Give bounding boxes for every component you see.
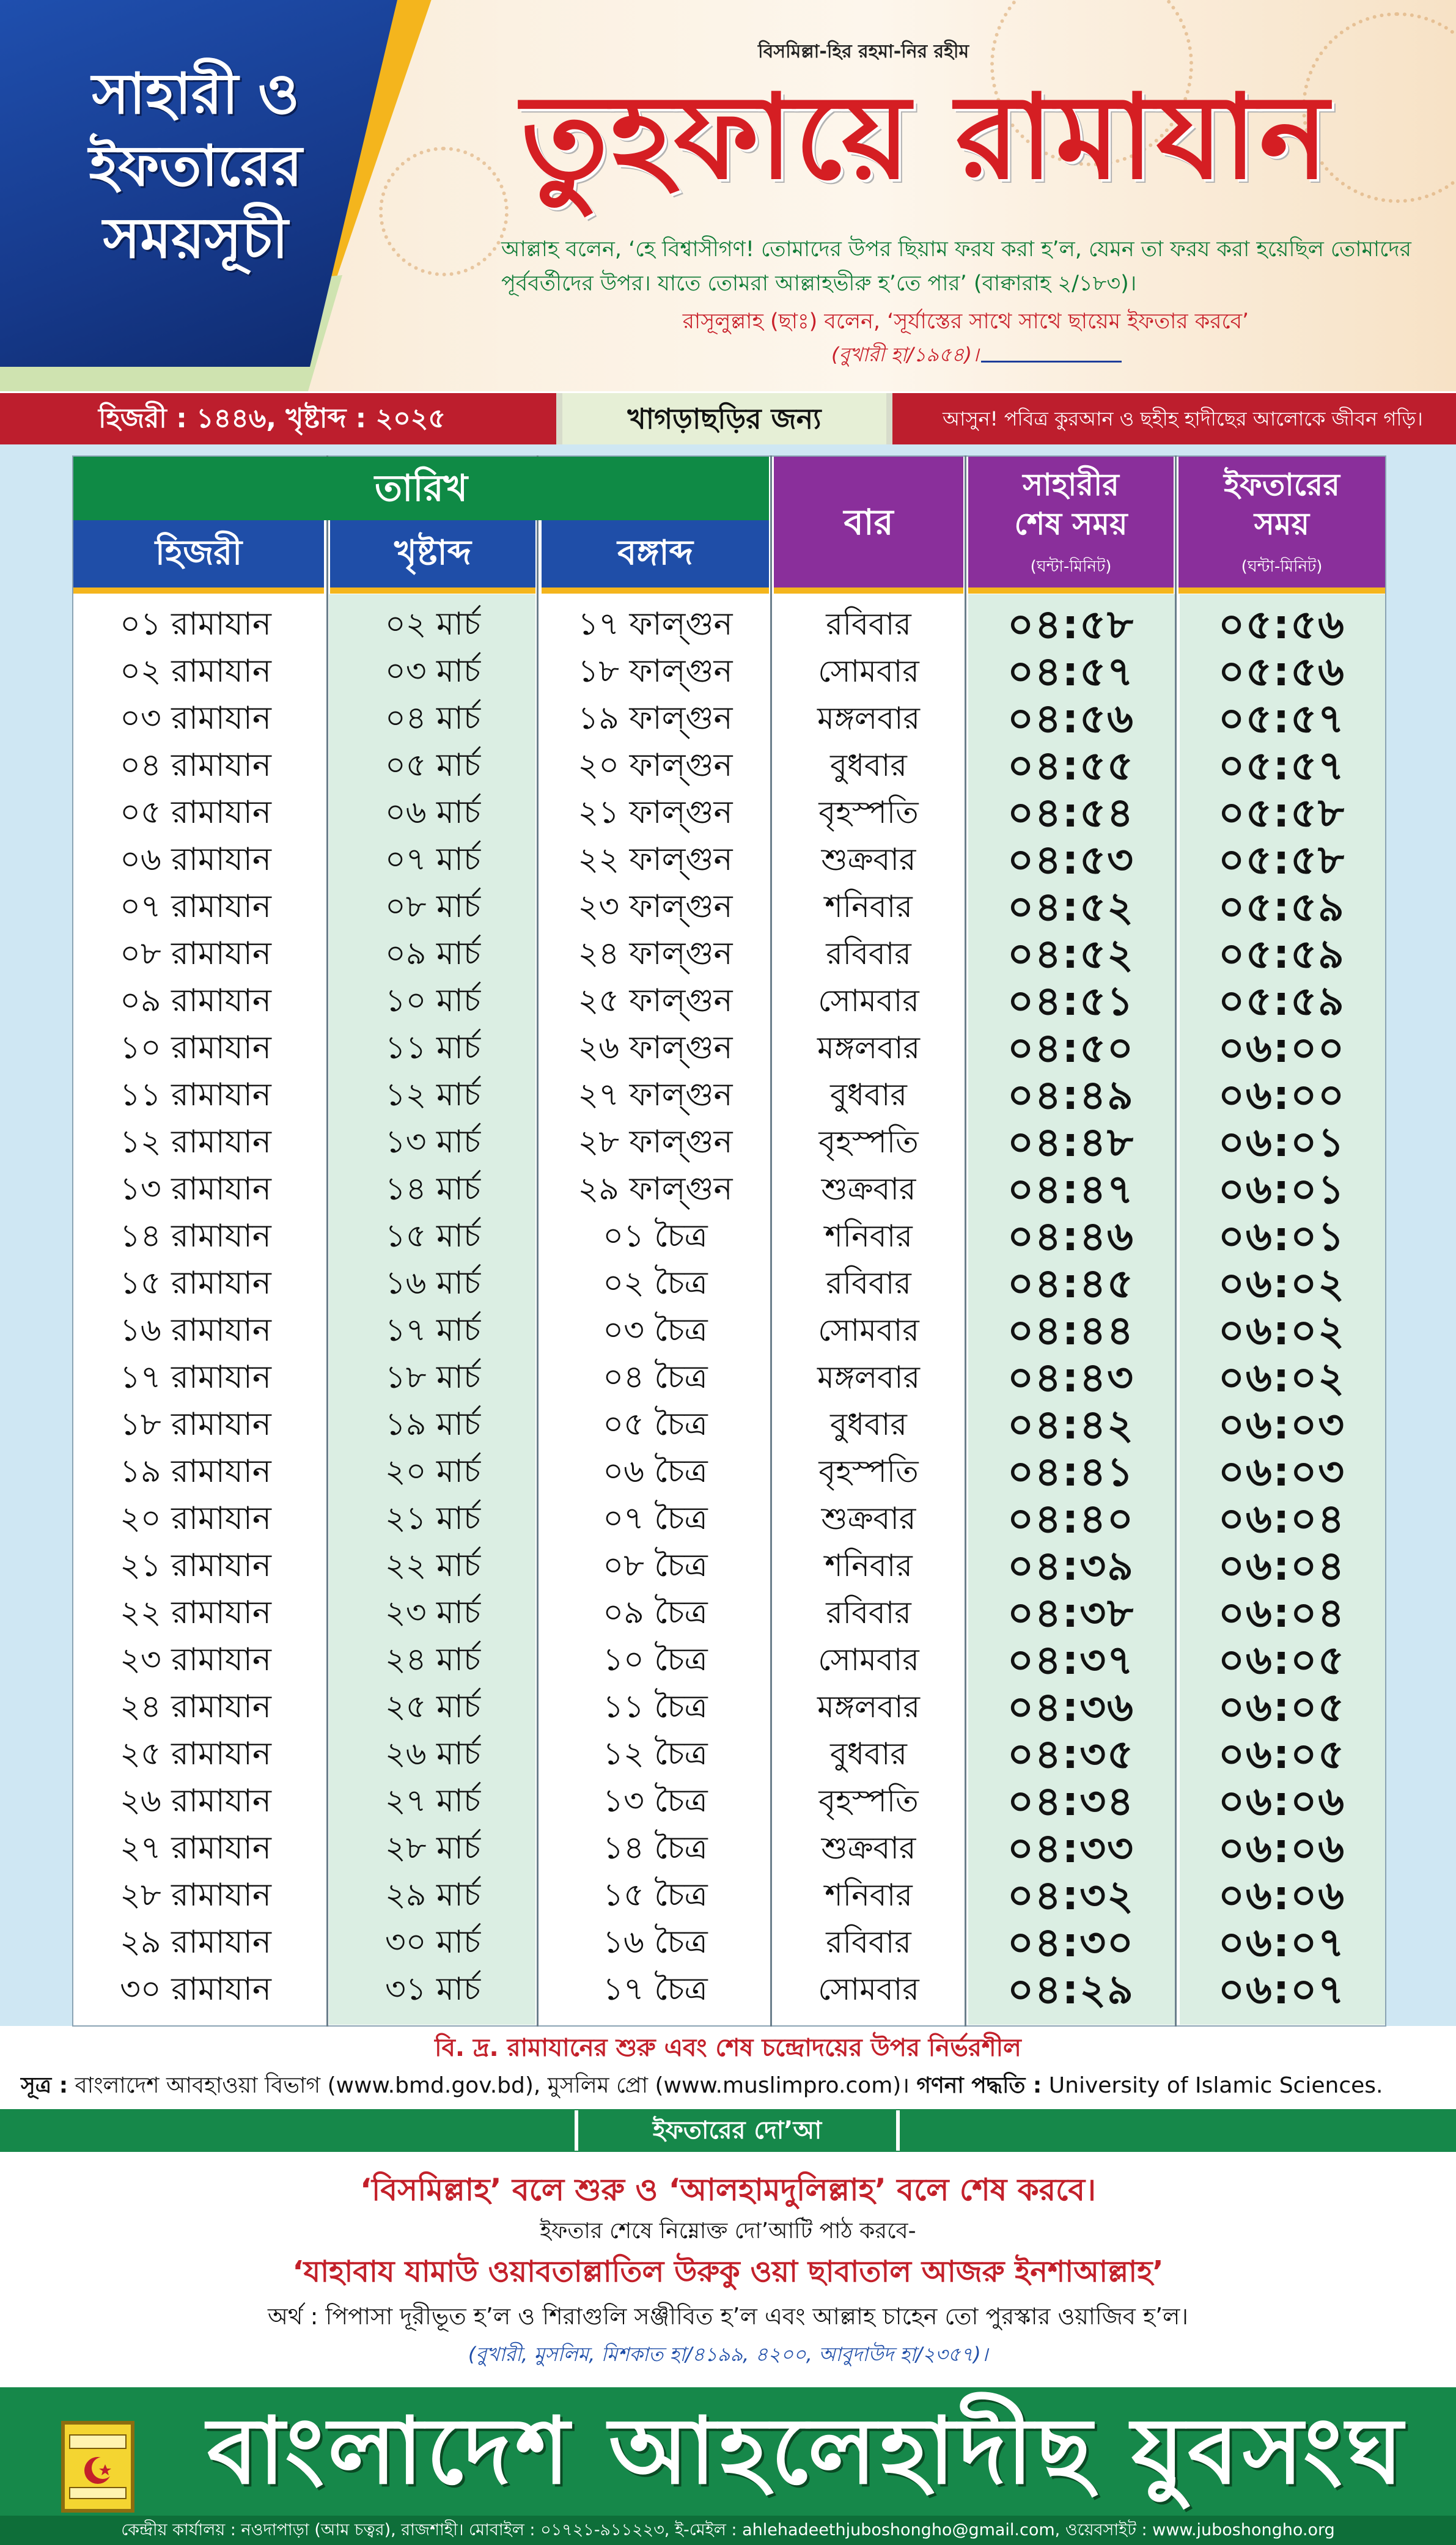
cell-day: সোমবার	[818, 1972, 919, 2007]
table-row	[73, 1495, 1385, 1542]
cell-iftar-time: ০৬:০৩	[1218, 1401, 1346, 1448]
schedule-title-line: সাহারী ও	[92, 61, 300, 127]
hadith-quote: রাসূলুল্লাহ (ছাঃ) বলেন, ‘সূর্যাস্তের সাথে সাথে ছায়েম ইফতার করবে’	[682, 309, 1249, 334]
cell-sahri-time: ০৪:৪৯	[1007, 1072, 1134, 1119]
cell-iftar-time: ০৫:৫৭	[1218, 695, 1345, 742]
cell-gregorian: ২২ মার্চ	[384, 1547, 481, 1584]
table-row	[73, 978, 1385, 1025]
moon-note: বি. দ্র. রামাযানের শুরু এবং শেষ চন্দ্রোদয়ের উপর নির্ভরশীল	[435, 2034, 1021, 2062]
table-row	[73, 1919, 1385, 1966]
cell-hijri: ০২ রামাযান	[120, 653, 271, 690]
cell-sahri-time: ০৪:৫৬	[1007, 695, 1134, 742]
cell-bangla: ০৯ চৈত্র	[603, 1594, 708, 1631]
cell-gregorian: ০৪ মার্চ	[384, 700, 481, 737]
cell-gregorian: ০৮ মার্চ	[384, 888, 481, 925]
cell-iftar-time: ০৬:০১	[1218, 1166, 1345, 1213]
cell-day: বুধবার	[830, 1736, 907, 1772]
table-row	[73, 1448, 1385, 1495]
cell-sahri-time: ০৪:২৯	[1007, 1966, 1134, 2013]
slogan: আসুন! পবিত্র কুরআন ও ছহীহ হাদীছের আলোকে জীবন গড়ি।	[943, 407, 1423, 430]
cell-bangla: ২৮ ফাল্গুন	[578, 1124, 733, 1160]
cell-bangla: ০৫ চৈত্র	[603, 1406, 708, 1443]
header-iftar	[1178, 457, 1385, 594]
cell-hijri: ০৪ রামাযান	[120, 747, 271, 784]
cell-sahri-time: ০৪:৪০	[1007, 1495, 1134, 1542]
cell-day: বুধবার	[830, 1077, 907, 1113]
cell-day: শুক্রবার	[821, 1830, 916, 1866]
cell-day: বুধবার	[830, 748, 907, 783]
cell-iftar-time: ০৫:৫৮	[1218, 836, 1345, 883]
header-banner	[0, 0, 1456, 391]
table-row	[73, 1825, 1385, 1872]
crescent-icon	[65, 2430, 131, 2503]
cell-sahri-time: ০৪:৪৭	[1007, 1166, 1134, 1213]
cell-gregorian: ০৬ মার্চ	[384, 794, 481, 831]
cell-gregorian: ২৩ মার্চ	[384, 1594, 481, 1631]
cell-bangla: ০১ চৈত্র	[603, 1218, 708, 1254]
cell-gregorian: ৩০ মার্চ	[384, 1924, 481, 1961]
cell-day: সোমবার	[818, 1642, 919, 1678]
cell-iftar-time: ০৬:০৬	[1218, 1872, 1346, 1919]
cell-iftar-time: ০৬:০৩	[1218, 1448, 1346, 1495]
cell-sahri-time: ০৪:৫৩	[1007, 836, 1134, 883]
table-row	[73, 601, 1385, 648]
cell-sahri-time: ০৪:৩৪	[1007, 1778, 1134, 1825]
cell-bangla: ১০ চৈত্র	[603, 1641, 708, 1678]
cell-day: সোমবার	[818, 1313, 919, 1348]
cell-hijri: ০৫ রামাযান	[120, 794, 271, 831]
cell-iftar-time: ০৬:০৭	[1218, 1919, 1346, 1966]
table-row	[73, 1354, 1385, 1401]
cell-day: বৃহস্পতি	[818, 1124, 919, 1160]
cell-hijri: ০৮ রামাযান	[120, 935, 271, 972]
header-hijri: হিজরী	[73, 520, 324, 594]
cell-sahri-time: ০৪:৫২	[1007, 883, 1134, 930]
cell-gregorian: ১১ মার্চ	[384, 1029, 481, 1066]
cell-day: শনিবার	[825, 1877, 913, 1913]
cell-iftar-time: ০৬:০৬	[1218, 1778, 1346, 1825]
cell-gregorian: ২৪ মার্চ	[384, 1641, 481, 1678]
bismillah-text: বিসমিল্লা-হির রহমা-নির রহীম	[758, 41, 969, 62]
cell-bangla: ০৩ চৈত্র	[603, 1312, 708, 1349]
cell-iftar-time: ০৬:০৭	[1218, 1966, 1346, 2013]
cell-iftar-time: ০৫:৫৯	[1218, 978, 1345, 1025]
cell-gregorian: ১৬ মার্চ	[384, 1265, 481, 1302]
cell-sahri-time: ০৪:৫৪	[1007, 789, 1134, 836]
header-bangla: বঙ্গাব্দ	[542, 520, 769, 594]
source-line	[21, 2069, 1451, 2105]
method-label: গণনা পদ্ধতি :	[916, 2073, 1042, 2098]
cell-day: রবিবার	[826, 606, 911, 642]
cell-sahri-time: ০৪:৪২	[1007, 1401, 1134, 1448]
cell-gregorian: ১৫ মার্চ	[384, 1218, 481, 1254]
cell-hijri: ০৩ রামাযান	[120, 700, 271, 737]
cell-sahri-time: ০৪:৩৯	[1007, 1542, 1134, 1589]
cell-gregorian: ০৫ মার্চ	[384, 747, 481, 784]
cell-day: শুক্রবার	[821, 842, 916, 877]
cell-bangla: ০৬ চৈত্র	[603, 1453, 708, 1490]
table-row	[73, 1872, 1385, 1919]
cell-hijri: ১১ রামাযান	[120, 1077, 271, 1113]
cell-day: সোমবার	[818, 983, 919, 1018]
cell-sahri-time: ০৪:৩৫	[1007, 1731, 1134, 1778]
cell-iftar-time: ০৬:০৬	[1218, 1825, 1346, 1872]
cell-iftar-time: ০৫:৫৭	[1218, 742, 1345, 789]
cell-bangla: ২৪ ফাল্গুন	[578, 935, 733, 972]
table-row	[73, 1731, 1385, 1778]
table-row	[73, 1401, 1385, 1448]
cell-hijri: ১৪ রামাযান	[120, 1218, 271, 1254]
cell-gregorian: ২৫ মার্চ	[384, 1689, 481, 1725]
cell-day: রবিবার	[826, 936, 911, 971]
cell-sahri-time: ০৪:৫৮	[1007, 601, 1134, 648]
cell-hijri: ২৬ রামাযান	[120, 1783, 271, 1819]
cell-bangla: ০৭ চৈত্র	[603, 1500, 708, 1537]
cell-day: মঙ্গলবার	[817, 1360, 920, 1395]
cell-day: মঙ্গলবার	[817, 1030, 920, 1066]
cell-bangla: ২৫ ফাল্গুন	[578, 982, 733, 1019]
cell-iftar-time: ০৬:০১	[1218, 1119, 1345, 1166]
cell-day: মঙ্গলবার	[817, 701, 920, 736]
header-iftar-label: ইফতারের সময়	[1224, 467, 1340, 542]
cell-iftar-time: ০৬:০৫	[1218, 1637, 1345, 1684]
cell-gregorian: ১৮ মার্চ	[384, 1359, 481, 1396]
cell-day: বৃহস্পতি	[818, 1783, 919, 1819]
cell-hijri: ২৭ রামাযান	[120, 1830, 271, 1866]
cell-day: শুক্রবার	[821, 1501, 916, 1536]
cell-hijri: ২০ রামাযান	[120, 1500, 271, 1537]
cell-hijri: ১৩ রামাযান	[120, 1171, 271, 1207]
table-row	[73, 1260, 1385, 1307]
table-row	[73, 1072, 1385, 1119]
cell-day: রবিবার	[826, 1265, 911, 1301]
organization-name: বাংলাদেশ আহলেহাদীছ যুবসংঘ	[207, 2398, 1407, 2505]
method-text: University of Islamic Sciences.	[1048, 2073, 1383, 2098]
cell-bangla: ১১ চৈত্র	[603, 1689, 708, 1725]
cell-iftar-time: ০৬:০৪	[1218, 1495, 1345, 1542]
cell-gregorian: ২১ মার্চ	[384, 1500, 481, 1537]
divider	[981, 361, 1122, 363]
cell-gregorian: ১২ মার্চ	[384, 1077, 481, 1113]
cell-sahri-time: ০৪:৪৬	[1007, 1213, 1134, 1260]
table-row	[73, 1213, 1385, 1260]
cell-bangla: ০৪ চৈত্র	[603, 1359, 708, 1396]
cell-hijri: ১৬ রামাযান	[120, 1312, 271, 1349]
cell-sahri-time: ০৪:৪৫	[1007, 1260, 1134, 1307]
table-row	[73, 883, 1385, 930]
cell-hijri: ০৬ রামাযান	[120, 841, 271, 878]
cell-gregorian: ০৭ মার্চ	[384, 841, 481, 878]
cell-sahri-time: ০৪:৫২	[1007, 930, 1134, 978]
cell-gregorian: ১৩ মার্চ	[384, 1124, 481, 1160]
cell-day: বৃহস্পতি	[818, 1454, 919, 1489]
table-row	[73, 930, 1385, 978]
location-label: খাগড়াছড়ির জন্য	[556, 393, 892, 444]
cell-bangla: ২৬ ফাল্গুন	[578, 1029, 733, 1066]
cell-sahri-time: ০৪:৩৬	[1007, 1684, 1134, 1731]
contact-info: কেন্দ্রীয় কার্যালয় : নওদাপাড়া (আম চত্বর), রাজশাহী। মোবাইল : ০১৭২১-৯১১২২৩, ই-মেইল : ahlehadeethjuboshongho@gmail.com, ওয়েবসাইট : www.juboshongho.org	[0, 2516, 1456, 2545]
cell-hijri: ০১ রামাযান	[120, 606, 271, 643]
cell-day: রবিবার	[826, 1595, 911, 1630]
cell-sahri-time: ০৪:৫০	[1007, 1025, 1134, 1072]
cell-day: মঙ্গলবার	[817, 1689, 920, 1725]
cell-hijri: ০৭ রামাযান	[120, 888, 271, 925]
year-label: হিজরী : ১৪৪৬, খৃষ্টাব্দ : ২০২৫	[98, 403, 446, 434]
logo-emblem	[65, 2430, 131, 2508]
cell-sahri-time: ০৪:৪৪	[1007, 1307, 1134, 1354]
table-body	[73, 601, 1385, 2013]
cell-bangla: ১৮ ফাল্গুন	[578, 653, 733, 690]
cell-day: শনিবার	[825, 1218, 913, 1254]
table-row	[73, 789, 1385, 836]
cell-hijri: ১০ রামাযান	[120, 1029, 271, 1066]
table-row	[73, 1966, 1385, 2013]
cell-bangla: ১৬ চৈত্র	[603, 1924, 708, 1961]
header-day: বার	[774, 457, 963, 594]
cell-bangla: ১৯ ফাল্গুন	[578, 700, 733, 737]
cell-gregorian: ০২ মার্চ	[384, 606, 481, 643]
cell-iftar-time: ০৬:০২	[1218, 1307, 1346, 1354]
cell-hijri: ২৩ রামাযান	[120, 1641, 271, 1678]
header-gregorian: খৃষ্টাব্দ	[330, 520, 535, 594]
cell-hijri: ১৮ রামাযান	[120, 1406, 271, 1443]
table-row	[73, 1119, 1385, 1166]
cell-bangla: ১৪ চৈত্র	[603, 1830, 708, 1866]
cell-iftar-time: ০৬:০২	[1218, 1354, 1346, 1401]
cell-day: শনিবার	[825, 1548, 913, 1583]
cell-hijri: ৩০ রামাযান	[120, 1971, 271, 2008]
cell-iftar-time: ০৫:৫৯	[1218, 930, 1345, 978]
cell-bangla: ১৭ ফাল্গুন	[578, 606, 733, 643]
cell-hijri: ২৯ রামাযান	[120, 1924, 271, 1961]
cell-day: শুক্রবার	[821, 1171, 916, 1207]
cell-hijri: ২৪ রামাযান	[120, 1689, 271, 1725]
cell-bangla: ২৭ ফাল্গুন	[578, 1077, 733, 1113]
header-sahri-unit: (ঘন্টা-মিনিট)	[1030, 558, 1112, 576]
table-row	[73, 1542, 1385, 1589]
cell-gregorian: ১৯ মার্চ	[384, 1406, 481, 1443]
cell-sahri-time: ০৪:৫৫	[1007, 742, 1134, 789]
cell-hijri: ২৮ রামাযান	[120, 1877, 271, 1913]
cell-gregorian: ১০ মার্চ	[384, 982, 481, 1019]
cell-day: সোমবার	[818, 654, 919, 689]
cell-iftar-time: ০৬:০০	[1218, 1072, 1346, 1119]
table-row	[73, 1637, 1385, 1684]
dua-instruction: ‘বিসমিল্লাহ’ বলে শুরু ও ‘আলহামদুলিল্লাহ’ বলে শেষ করবে।	[360, 2172, 1096, 2208]
info-bar	[0, 393, 1456, 444]
cell-sahri-time: ০৪:৩০	[1007, 1919, 1134, 1966]
header-date: তারিখ	[73, 457, 769, 520]
cell-bangla: ১৩ চৈত্র	[603, 1783, 708, 1819]
cell-sahri-time: ০৪:৩২	[1007, 1872, 1134, 1919]
cell-sahri-time: ০৪:৪১	[1007, 1448, 1134, 1495]
schedule-title-line: ইফতারের	[89, 133, 303, 199]
header-iftar-unit: (ঘন্টা-মিনিট)	[1241, 558, 1323, 576]
table-row	[73, 695, 1385, 742]
cell-iftar-time: ০৬:০২	[1218, 1260, 1346, 1307]
source-text: বাংলাদেশ আবহাওয়া বিভাগ (www.bmd.gov.bd), মুসলিম প্রো (www.muslimpro.com)।	[75, 2073, 910, 2098]
cell-day: শনিবার	[825, 889, 913, 924]
cell-day: বুধবার	[830, 1407, 907, 1442]
cell-hijri: ১২ রামাযান	[120, 1124, 271, 1160]
cell-gregorian: ২৯ মার্চ	[384, 1877, 481, 1913]
cell-iftar-time: ০৬:০৫	[1218, 1684, 1345, 1731]
cell-hijri: ২৫ রামাযান	[120, 1736, 271, 1772]
header-sahri-label: সাহারীর শেষ সময়	[1014, 467, 1128, 542]
cell-iftar-time: ০৬:০৪	[1218, 1589, 1345, 1637]
cell-bangla: ১২ চৈত্র	[603, 1736, 708, 1772]
dua-reference: (বুখারী, মুসলিম, মিশকাত হা/৪১৯৯, ৪২০০, আবুদাউদ হা/২৩৫৭)।	[468, 2343, 988, 2366]
cell-gregorian: ০৩ মার্চ	[384, 653, 481, 690]
cell-sahri-time: ০৪:৪৩	[1007, 1354, 1134, 1401]
dua-intro: ইফতার শেষে নিম্নোক্ত দো’আটি পাঠ করবে-	[540, 2219, 916, 2244]
main-title: তুহফায়ে রামাযান	[521, 70, 1331, 205]
cell-iftar-time: ০৬:০৫	[1218, 1731, 1345, 1778]
table-row	[73, 836, 1385, 883]
cell-day: বৃহস্পতি	[818, 795, 919, 830]
cell-bangla: ২১ ফাল্গুন	[578, 794, 733, 831]
table-row	[73, 1307, 1385, 1354]
cell-hijri: ১৫ রামাযান	[120, 1265, 271, 1302]
table-row	[73, 1166, 1385, 1213]
cell-gregorian: ৩১ মার্চ	[384, 1971, 481, 2008]
schedule-title	[24, 58, 367, 274]
table-row	[73, 742, 1385, 789]
cell-iftar-time: ০৬:০০	[1218, 1025, 1346, 1072]
cell-sahri-time: ০৪:৫৭	[1007, 648, 1134, 695]
cell-bangla: ২০ ফাল্গুন	[578, 747, 733, 784]
source-label: সূত্র :	[21, 2073, 68, 2098]
dua-title: ইফতারের দো’আ	[575, 2110, 900, 2151]
cell-gregorian: ০৯ মার্চ	[384, 935, 481, 972]
table-row	[73, 1025, 1385, 1072]
cell-sahri-time: ০৪:৪৮	[1007, 1119, 1134, 1166]
cell-gregorian: ২৬ মার্চ	[384, 1736, 481, 1772]
quran-quote: আল্লাহ বলেন, ‘হে বিশ্বাসীগণ! তোমাদের উপর ছিয়াম ফরয করা হ’ল, যেমন তা ফরয করা হয়েছিল তোমাদের পূর্ববর্তীদের উপর। যাতে তোমরা আল্লাহভীরু হ’তে পার’ (বাক্বারাহ ২/১৮৩)।	[501, 237, 1411, 296]
header-sahri	[968, 457, 1174, 594]
cell-day: রবিবার	[826, 1924, 911, 1960]
cell-sahri-time: ০৪:৩৩	[1007, 1825, 1134, 1872]
table-row	[73, 1778, 1385, 1825]
schedule-title-line: সময়সূচী	[103, 205, 289, 271]
cell-gregorian: ১৪ মার্চ	[384, 1171, 481, 1207]
cell-bangla: ১৫ চৈত্র	[603, 1877, 708, 1913]
cell-hijri: ২১ রামাযান	[120, 1547, 271, 1584]
dua-text: ‘যাহাবায যামাউ ওয়াবতাল্লাতিল উরুকু ওয়া ছাবাতাল আজরু ইনশাআল্লাহ’	[292, 2255, 1164, 2289]
cell-gregorian: ২৮ মার্চ	[384, 1830, 481, 1866]
cell-bangla: ১৭ চৈত্র	[603, 1971, 708, 2008]
cell-iftar-time: ০৫:৫৮	[1218, 789, 1345, 836]
cell-sahri-time: ০৪:৩৭	[1007, 1637, 1134, 1684]
cell-iftar-time: ০৫:৫৬	[1218, 648, 1345, 695]
cell-hijri: ২২ রামাযান	[120, 1594, 271, 1631]
cell-gregorian: ২৭ মার্চ	[384, 1783, 481, 1819]
cell-gregorian: ১৭ মার্চ	[384, 1312, 481, 1349]
dua-meaning: অর্থ : পিপাসা দূরীভূত হ’ল ও শিরাগুলি সঞ্জীবিত হ’ল এবং আল্লাহ চাহেন তো পুরস্কার ওয়াজিব হ’ল।	[268, 2303, 1188, 2330]
cell-iftar-time: ০৬:০৪	[1218, 1542, 1345, 1589]
cell-sahri-time: ০৪:৫১	[1007, 978, 1134, 1025]
cell-hijri: ০৯ রামাযান	[120, 982, 271, 1019]
cell-bangla: ২২ ফাল্গুন	[578, 841, 733, 878]
cell-hijri: ১৭ রামাযান	[120, 1359, 271, 1396]
cell-iftar-time: ০৬:০১	[1218, 1213, 1345, 1260]
table-row	[73, 1684, 1385, 1731]
cell-bangla: ২৩ ফাল্গুন	[578, 888, 733, 925]
hadith-reference: (বুখারী হা/১৯৫৪)।	[831, 343, 979, 366]
cell-gregorian: ২০ মার্চ	[384, 1453, 481, 1490]
cell-hijri: ১৯ রামাযান	[120, 1453, 271, 1490]
table-row	[73, 648, 1385, 695]
cell-bangla: ২৯ ফাল্গুন	[578, 1171, 733, 1207]
cell-bangla: ০৮ চৈত্র	[603, 1547, 708, 1584]
cell-iftar-time: ০৫:৫৯	[1218, 883, 1345, 930]
cell-iftar-time: ০৫:৫৬	[1218, 601, 1345, 648]
table-row	[73, 1589, 1385, 1637]
cell-bangla: ০২ চৈত্র	[603, 1265, 708, 1302]
cell-sahri-time: ০৪:৩৮	[1007, 1589, 1134, 1637]
